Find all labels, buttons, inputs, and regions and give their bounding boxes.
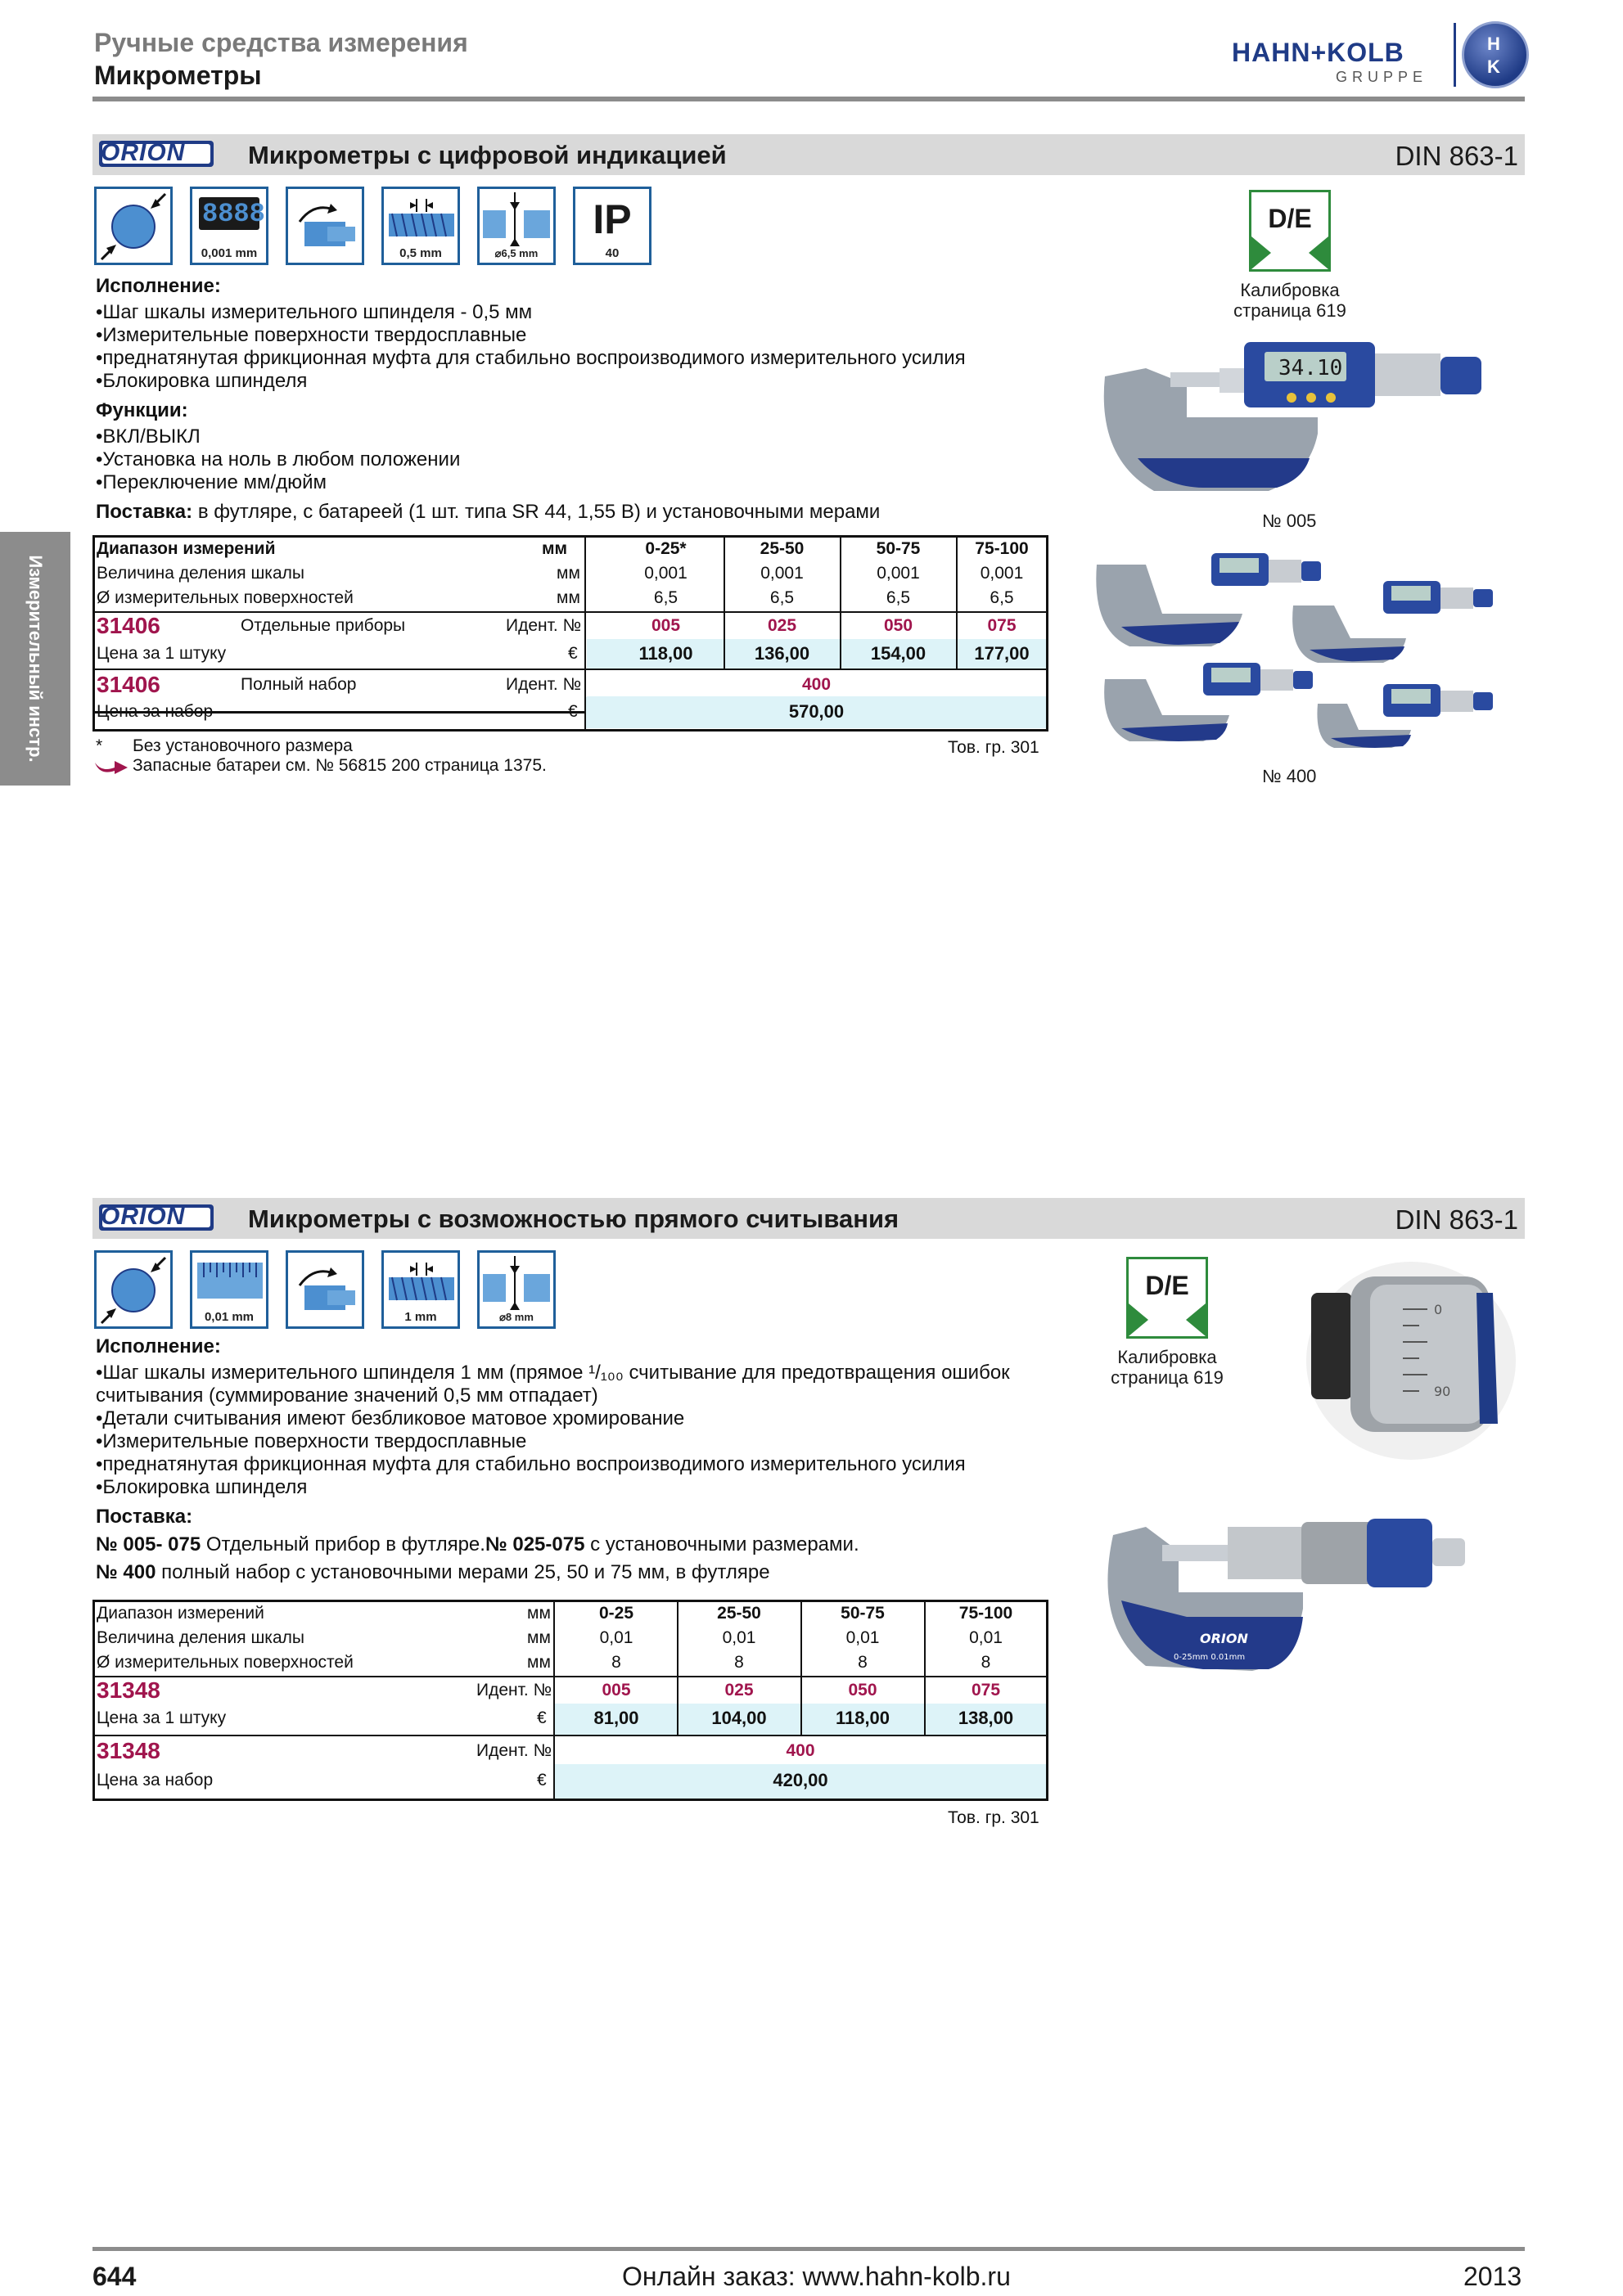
footnote-text: Без установочного размера [133,736,353,755]
section2-execution-item: •Блокировка шпинделя [96,1476,308,1498]
scale-drum-graphic [192,1253,266,1310]
currency-symbol: € [568,644,578,663]
delivery-item-range: № 025-075 [485,1533,585,1555]
section2-delivery-heading: Поставка: [96,1506,193,1528]
arrow-right-icon [93,758,129,776]
price-cell: 154,00 [870,643,926,664]
de-calibration-badge [1249,190,1331,272]
set-price-row [92,697,1048,732]
frame-brand: ORION [1200,1631,1248,1646]
currency-symbol: € [537,1708,547,1727]
footnote-star: * [96,736,103,755]
section2-brand: ORION [101,1203,186,1230]
section1-function-item: •Установка на ноль в любом положении [96,448,461,470]
scale-drum-icon [190,1250,268,1329]
delivery-item-text: с установочными размерами. [584,1533,859,1555]
brand-logo-sub: GRUPPE [1336,69,1428,85]
resolution-cell: 0,01 [845,1628,880,1647]
spindle-pitch-icon [381,1250,460,1329]
header-subcategory: Микрометры [94,61,262,90]
resolution-cell: 0,01 [599,1628,633,1647]
item-desc: Отдельные приборы [241,616,406,635]
ratchet-graphic [288,189,362,263]
row-label: Диапазон измерений [97,539,276,558]
ident-code[interactable]: 005 [651,616,681,635]
ident-code[interactable]: 075 [971,1681,1001,1699]
display-resolution: 0,001 mm [201,246,258,260]
ident-code[interactable]: 400 [786,1741,815,1760]
footer-rule [92,2247,1525,2251]
diameter-cell: 8 [734,1653,744,1672]
measuring-surface-icon [94,187,173,265]
diameter-cell: 8 [981,1653,991,1672]
ratchet-graphic [288,1253,362,1326]
range-cell: 75-100 [958,1604,1013,1623]
range-cell: 75-100 [975,539,1029,558]
spindle-pitch-value: 0,5 mm [399,246,442,260]
range-cell: 0-25 [598,1604,634,1623]
price-cell: 136,00 [754,643,810,664]
row-label: Величина деления шкалы [97,1628,304,1647]
section1-functions-heading: Функции: [96,399,188,421]
section1-execution-item: •Шаг шкалы измерительного шпинделя - 0,5 мм [96,301,533,323]
ident-label: Идент. № [506,616,582,635]
spindle-diameter-icon [477,187,556,265]
ratchet-icon [286,187,364,265]
spindle-pitch-value: 1 mm [404,1310,437,1324]
ident-code[interactable]: 050 [883,616,913,635]
section2-delivery-line [96,1533,859,1556]
section1-delivery [96,501,880,524]
resolution-cell: 0,001 [980,564,1024,583]
row-label: Диапазон измерений [97,1604,264,1623]
delivery-item-text: Отдельный прибор в футляре. [201,1533,485,1555]
section1-title: Микрометры с цифровой индикацией [248,141,727,169]
price-cell: 104,00 [711,1708,767,1728]
delivery-item-range: № 400 [96,1561,156,1583]
spindle-pitch-graphic [384,1253,458,1310]
section1-delivery-text: в футляре, с батареей (1 шт. типа SR 44, 1,55 В) и установочными мерами [192,501,881,523]
display-digits: 8888 [202,199,265,229]
section1-brand: ORION [101,139,186,166]
price-cell: 177,00 [974,643,1030,664]
ident-label: Идент. № [476,1741,552,1760]
price-cell: 138,00 [958,1708,1014,1728]
resolution-cell: 0,001 [644,564,688,583]
section2-execution-item: считывания (суммирование значений 0,5 мм отпадает) [96,1384,598,1407]
spindle-diameter-graphic [480,189,553,250]
price-label: Цена за 1 штуку [97,644,227,663]
scale-resolution: 0,01 mm [204,1310,255,1324]
price-cell: 81,00 [593,1708,639,1728]
resolution-cell: 0,01 [969,1628,1003,1647]
de-arrows-icon [1129,1303,1206,1336]
ident-code[interactable]: 050 [848,1681,877,1699]
section1-table-grid [92,535,1048,714]
digital-display-icon [190,187,268,265]
seal-letter-k: K [1487,56,1500,77]
seal-letter-h: H [1487,34,1500,54]
page-number: 644 [92,2262,137,2291]
section2-execution-item: •Детали считывания имеют безбликовое матовое хромирование [96,1407,685,1429]
measuring-surface-graphic [97,1253,170,1326]
ident-code[interactable]: 005 [602,1681,631,1699]
item-index: 31348 [97,1677,160,1703]
ident-code[interactable]: 025 [767,616,797,635]
section2-execution-item: •преднатянутая фрикционная муфта для стабильно воспроизводимого измерительного усилия [96,1453,966,1475]
ip-value: 40 [605,246,620,260]
section2-execution-heading: Исполнение: [96,1335,221,1357]
brand-seal-icon [1462,21,1529,88]
drum-mark-0: 0 [1434,1302,1443,1317]
micrometer-set-photo [1089,548,1514,761]
frame-spec: 0-25mm 0.01mm [1174,1653,1246,1662]
photo-caption-400: № 400 [1262,766,1317,786]
price-label: Цена за набор [97,702,214,721]
side-tab-label: Измерительный инстр. [25,555,46,763]
section1-delivery-label: Поставка: [96,501,193,523]
range-cell: 25-50 [717,1604,761,1623]
row-unit: мм [527,1604,551,1623]
row-label: Ø измерительных поверхностей [97,588,354,607]
section1-execution-item: •Измерительные поверхности твердосплавные [96,324,527,346]
section1-execution-item: •Блокировка шпинделя [96,370,308,392]
item-index: 31406 [97,672,160,697]
diameter-cell: 6,5 [990,588,1014,607]
lcd-reading: 34.10 [1278,356,1343,380]
section2-execution-item: •Шаг шкалы измерительного шпинделя 1 мм (прямое ¹/₁₀₀ считывание для предотвращения ошибок [96,1362,1010,1384]
diameter-cell: 8 [858,1653,868,1672]
delivery-item-text: полный набор с установочными мерами 25, 50 и 75 мм, в футляре [156,1561,770,1583]
de-calibration-caption[interactable] [1072,1347,1262,1388]
price-label: Цена за 1 штуку [97,1708,227,1727]
currency-symbol: € [568,702,578,721]
section1-execution-heading: Исполнение: [96,275,221,297]
resolution-cell: 0,001 [877,564,920,583]
diameter-cell: 6,5 [769,588,795,607]
section2-title-bar [92,1198,1525,1239]
de-caption-line1: Калибровка [1240,280,1340,300]
section1-din: DIN 863-1 [1395,141,1518,171]
row-label: Ø измерительных поверхностей [97,1653,354,1672]
range-cell: 0-25* [645,539,687,558]
product-group: Тов. гр. 301 [948,1808,1039,1827]
de-caption-line2: страница 619 [1233,300,1346,321]
order-url[interactable]: Онлайн заказ: www.hahn-kolb.ru [622,2262,1011,2291]
row-unit: мм [527,1628,551,1647]
ident-code[interactable]: 400 [801,675,832,694]
diameter-cell: 8 [611,1653,621,1672]
photo-caption-005: № 005 [1262,511,1317,531]
price-cell: 118,00 [835,1708,890,1728]
section2-table-grid [92,1600,1048,1801]
range-cell: 25-50 [760,539,805,558]
item-index: 31348 [97,1738,160,1763]
logo-divider [1454,23,1456,87]
price-label: Цена за набор [97,1771,214,1790]
de-caption-line2: страница 619 [1111,1367,1224,1388]
ip-rating-icon [573,187,651,265]
set-price: 420,00 [773,1770,828,1790]
de-caption-line1: Калибровка [1117,1347,1217,1367]
measuring-surface-icon [94,1250,173,1329]
thimble-closeup-photo [1305,1260,1517,1461]
item-desc: Полный набор [241,675,357,694]
section1-function-item: •Переключение мм/дюйм [96,471,327,493]
spindle-pitch-graphic [384,189,458,246]
row-label: Величина деления шкалы [97,564,304,583]
spare-battery-note[interactable]: Запасные батареи см. № 56815 200 страница 1375. [133,756,547,775]
header-rule [92,97,1525,101]
currency-symbol: € [537,1771,547,1790]
section2-execution-item: •Измерительные поверхности твердосплавные [96,1430,527,1452]
footer-year: 2013 [1463,2262,1522,2291]
set-price: 570,00 [788,701,845,722]
resolution-cell: 0,01 [722,1628,756,1647]
digital-micrometer-photo [1089,335,1498,507]
row-unit: мм [557,588,580,607]
spindle-diameter-graphic [480,1253,553,1313]
de-label: D/E [1145,1271,1189,1300]
brand-logo: HAHN+KOLB [1232,38,1404,67]
price-cell: 118,00 [638,643,693,664]
section1-execution-item: •преднатянутая фрикционная муфта для стабильно воспроизводимого измерительного усилия [96,347,966,369]
de-label: D/E [1268,204,1312,233]
drum-mark-90: 90 [1434,1384,1451,1399]
section2-din: DIN 863-1 [1395,1204,1518,1235]
spindle-diameter-icon [477,1250,556,1329]
diameter-cell: 6,5 [653,588,679,607]
header-category: Ручные средства измерения [94,28,468,57]
ratchet-icon [286,1250,364,1329]
section2-delivery-line [96,1561,770,1584]
spindle-diameter-value: ⌀6,5 mm [494,247,539,259]
ip-label: IP [593,196,632,242]
row-unit: мм [557,564,580,583]
side-tab[interactable] [0,532,70,786]
spindle-pitch-icon [381,187,460,265]
range-cell: 50-75 [841,1604,885,1623]
resolution-cell: 0,001 [760,564,804,583]
range-cell: 50-75 [876,539,921,558]
row-unit: мм [527,1653,551,1672]
mechanical-micrometer-photo [1089,1502,1490,1682]
de-arrows-icon [1251,236,1328,269]
item-index: 31406 [97,613,160,638]
section1-function-item: •ВКЛ/ВЫКЛ [96,425,201,448]
ident-code[interactable]: 075 [987,616,1017,635]
delivery-item-range: № 005- 075 [96,1533,201,1555]
diameter-cell: 6,5 [886,588,911,607]
row-unit: мм [542,539,568,558]
de-calibration-caption[interactable] [1195,280,1385,321]
ident-label: Идент. № [476,1681,552,1699]
product-group: Тов. гр. 301 [948,738,1039,757]
section2-title: Микрометры с возможностью прямого считывания [248,1204,899,1233]
section1-title-bar [92,134,1525,175]
spindle-diameter-value: ⌀8 mm [499,1311,534,1323]
measuring-surface-graphic [97,189,170,263]
ident-code[interactable]: 025 [724,1681,754,1699]
de-calibration-badge [1126,1257,1208,1339]
ident-label: Идент. № [506,675,582,694]
